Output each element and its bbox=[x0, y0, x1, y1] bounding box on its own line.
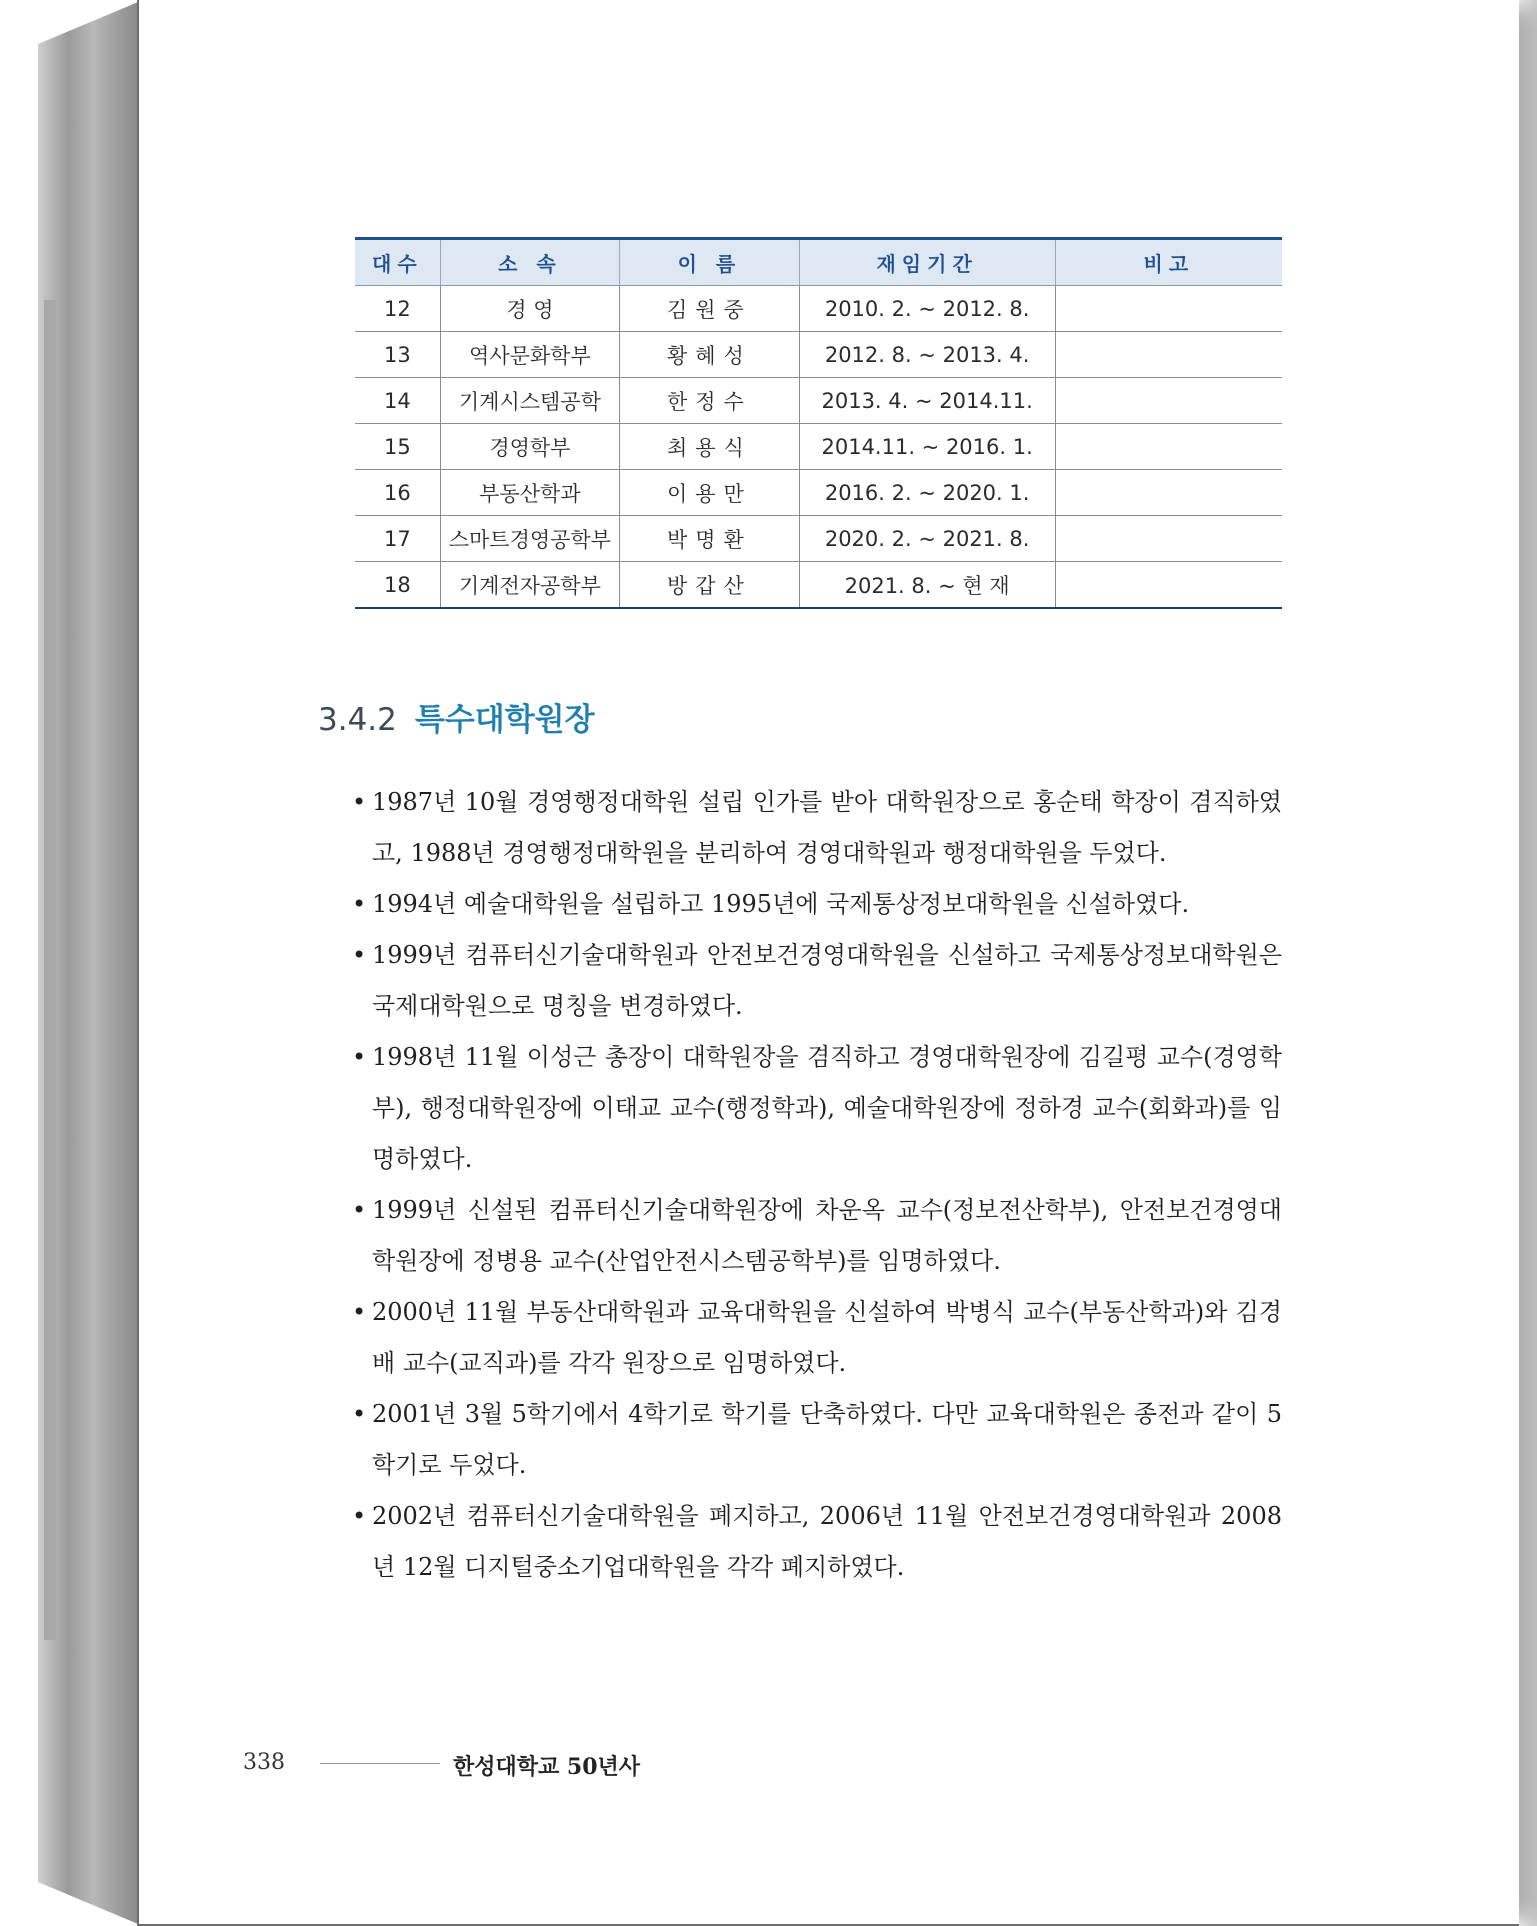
bullet-icon: • bbox=[352, 890, 367, 918]
list-item bbox=[352, 1185, 1282, 1287]
cell-department: 기계시스템공학 bbox=[440, 378, 619, 424]
cell-number: 17 bbox=[355, 516, 440, 562]
footer-divider bbox=[320, 1763, 440, 1764]
list-item bbox=[352, 930, 1282, 1032]
section-number: 3.4.2 bbox=[318, 702, 397, 738]
table-row bbox=[355, 424, 1282, 470]
list-item bbox=[352, 1032, 1282, 1185]
table-row bbox=[355, 562, 1282, 609]
cell-number: 14 bbox=[355, 378, 440, 424]
cell-remarks bbox=[1055, 470, 1282, 516]
cell-department: 부동산학과 bbox=[440, 470, 619, 516]
table-header-row bbox=[355, 239, 1282, 286]
book-title: 한성대학교 50년사 bbox=[453, 1754, 641, 1780]
cell-department: 경영학부 bbox=[440, 424, 619, 470]
cell-tenure: 2010. 2. ~ 2012. 8. bbox=[799, 286, 1055, 332]
header-tenure: 재임기간 bbox=[799, 239, 1055, 286]
cell-number: 18 bbox=[355, 562, 440, 609]
section-title: 특수대학원장 bbox=[414, 702, 595, 738]
bullet-icon: • bbox=[352, 1502, 367, 1530]
list-item-text: 2001년 3월 5학기에서 4학기로 학기를 단축하였다. 다만 교육대학원은 종전과 같이 5학기로 두었다. bbox=[372, 1400, 1282, 1479]
cell-name: 최용식 bbox=[620, 424, 800, 470]
cell-number: 13 bbox=[355, 332, 440, 378]
list-item bbox=[352, 1287, 1282, 1389]
cell-remarks bbox=[1055, 286, 1282, 332]
table-row bbox=[355, 378, 1282, 424]
list-item-text: 2000년 11월 부동산대학원과 교육대학원을 신설하여 박병식 교수(부동산학과)와 김경배 교수(교직과)를 각각 원장으로 임명하였다. bbox=[372, 1298, 1282, 1377]
list-item-text: 1994년 예술대학원을 설립하고 1995년에 국제통상정보대학원을 신설하였다. bbox=[372, 890, 1190, 918]
table-row bbox=[355, 286, 1282, 332]
table-row bbox=[355, 516, 1282, 562]
cell-tenure: 2012. 8. ~ 2013. 4. bbox=[799, 332, 1055, 378]
bullet-icon: • bbox=[352, 1400, 367, 1428]
list-item bbox=[352, 1491, 1282, 1593]
book-edge-line bbox=[44, 300, 56, 1640]
cell-department: 경 영 bbox=[440, 286, 619, 332]
list-item bbox=[352, 1389, 1282, 1491]
section-heading bbox=[318, 694, 595, 739]
cell-department: 역사문화학부 bbox=[440, 332, 619, 378]
bullet-icon: • bbox=[352, 1298, 367, 1326]
cell-remarks bbox=[1055, 516, 1282, 562]
list-item-text: 1999년 신설된 컴퓨터신기술대학원장에 차운옥 교수(정보전산학부), 안전보건경영대학원장에 정병용 교수(산업안전시스템공학부)를 임명하였다. bbox=[372, 1196, 1282, 1275]
list-item bbox=[352, 777, 1282, 879]
list-item-text: 2002년 컴퓨터신기술대학원을 폐지하고, 2006년 11월 안전보건경영대학원과 2008년 12월 디지털중소기업대학원을 각각 폐지하였다. bbox=[372, 1502, 1282, 1581]
header-name: 이 름 bbox=[620, 239, 800, 286]
cell-number: 12 bbox=[355, 286, 440, 332]
header-remarks: 비고 bbox=[1055, 239, 1282, 286]
cell-tenure: 2020. 2. ~ 2021. 8. bbox=[799, 516, 1055, 562]
cell-tenure: 2021. 8. ~ 현 재 bbox=[799, 562, 1055, 609]
cell-tenure: 2014.11. ~ 2016. 1. bbox=[799, 424, 1055, 470]
bullet-list bbox=[352, 777, 1282, 1593]
cell-remarks bbox=[1055, 562, 1282, 609]
cell-remarks bbox=[1055, 332, 1282, 378]
cell-name: 박명환 bbox=[620, 516, 800, 562]
bullet-icon: • bbox=[352, 1196, 367, 1224]
cell-department: 기계전자공학부 bbox=[440, 562, 619, 609]
president-table bbox=[355, 237, 1282, 609]
list-item bbox=[352, 879, 1282, 930]
list-item-text: 1998년 11월 이성근 총장이 대학원장을 겸직하고 경영대학원장에 김길평 교수(경영학부), 행정대학원장에 이태교 교수(행정학과), 예술대학원장에 정하경 교수(회화과)를 임명하였다. bbox=[372, 1043, 1282, 1173]
list-item-text: 1987년 10월 경영행정대학원 설립 인가를 받아 대학원장으로 홍순태 학장이 겸직하였고, 1988년 경영행정대학원을 분리하여 경영대학원과 행정대학원을 두었다. bbox=[372, 788, 1282, 867]
bullet-icon: • bbox=[352, 788, 367, 816]
cell-remarks bbox=[1055, 424, 1282, 470]
header-term-number: 대수 bbox=[355, 239, 440, 286]
cell-tenure: 2016. 2. ~ 2020. 1. bbox=[799, 470, 1055, 516]
cell-department: 스마트경영공학부 bbox=[440, 516, 619, 562]
cell-name: 이용만 bbox=[620, 470, 800, 516]
table-row bbox=[355, 332, 1282, 378]
cell-name: 방갑산 bbox=[620, 562, 800, 609]
cell-name: 한정수 bbox=[620, 378, 800, 424]
cell-remarks bbox=[1055, 378, 1282, 424]
page-number: 338 bbox=[243, 1750, 285, 1775]
bullet-icon: • bbox=[352, 1043, 367, 1071]
cell-name: 김원중 bbox=[620, 286, 800, 332]
header-department: 소 속 bbox=[440, 239, 619, 286]
table-row bbox=[355, 470, 1282, 516]
cell-name: 황혜성 bbox=[620, 332, 800, 378]
bullet-icon: • bbox=[352, 941, 367, 969]
cell-tenure: 2013. 4. ~ 2014.11. bbox=[799, 378, 1055, 424]
page-right-shadow bbox=[1517, 0, 1537, 1926]
cell-number: 16 bbox=[355, 470, 440, 516]
cell-number: 15 bbox=[355, 424, 440, 470]
list-item-text: 1999년 컴퓨터신기술대학원과 안전보건경영대학원을 신설하고 국제통상정보대학원은 국제대학원으로 명칭을 변경하였다. bbox=[372, 941, 1282, 1020]
